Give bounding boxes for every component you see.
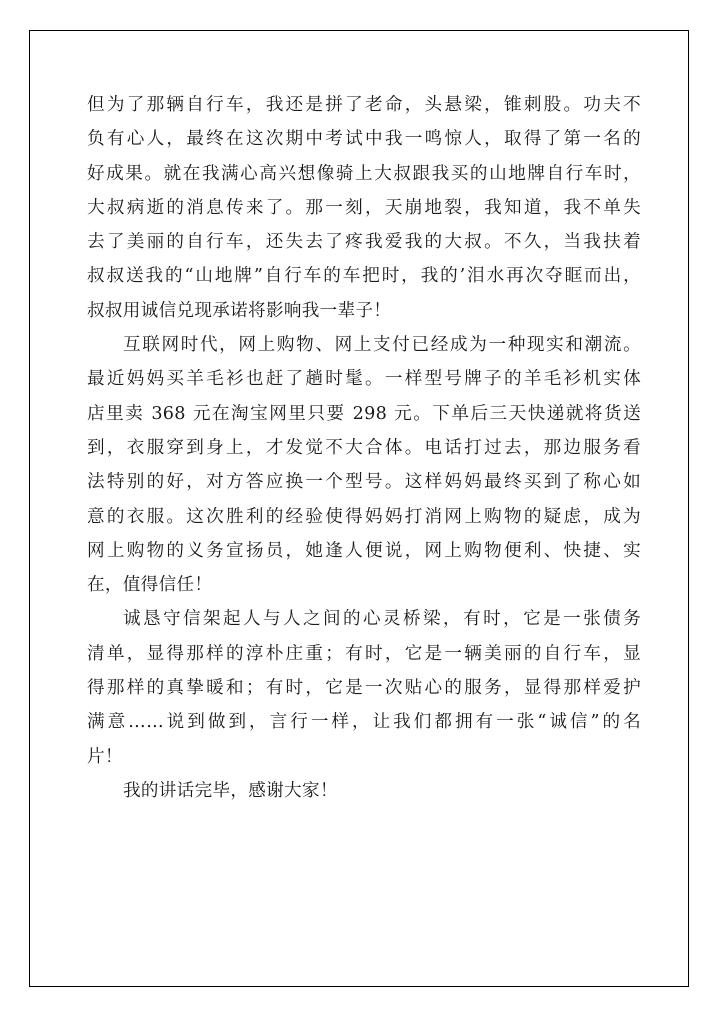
paragraph-2-line-7: 网上购物的义务宣扬员，她逢人便说，网上购物便利、快捷、实 <box>87 540 641 561</box>
paragraph-2-line-3: 店里卖 368 元在淘宝网里只要 298 元。下单后三天快递就将货送 <box>87 403 641 424</box>
paragraph-2-line-2: 最近妈妈买羊毛衫也赶了趟时髦。一样型号牌子的羊毛衫机实体 <box>87 369 641 390</box>
paragraph-3-line-5: 片！ <box>87 746 123 767</box>
paragraph-2-line-8: 在，值得信任！ <box>87 575 213 596</box>
paragraph-3-line-1: 诚恳守信架起人与人之间的心灵桥梁，有时，它是一张债务 <box>123 609 641 630</box>
paragraph-3-line-4: 满意……说到做到，言行一样，让我们都拥有一张“诚信”的名 <box>87 712 641 733</box>
paragraph-2-line-5: 法特别的好，对方答应换一个型号。这样妈妈最终买到了称心如 <box>87 472 641 493</box>
paragraph-1-line-4: 大叔病逝的消息传来了。那一刻，天崩地裂，我知道，我不单失 <box>87 197 641 218</box>
paragraph-1-line-7: 叔叔用诚信兑现承诺将影响我一辈子！ <box>87 300 392 321</box>
paragraph-2-line-4: 到，衣服穿到身上，才发觉不大合体。电话打过去，那边服务看 <box>87 437 641 458</box>
paragraph-1-line-3: 好成果。就在我满心高兴想像骑上大叔跟我买的山地牌自行车时， <box>87 163 641 184</box>
document-body <box>87 88 641 808</box>
paragraph-2-line-1: 互联网时代，网上购物、网上支付已经成为一种现实和潮流。 <box>123 335 641 356</box>
paragraph-1-line-5: 去了美丽的自行车，还失去了疼我爱我的大叔。不久，当我扶着 <box>87 232 641 253</box>
paragraph-1-line-2: 负有心人，最终在这次期中考试中我一鸣惊人，取得了第一名的 <box>87 129 641 150</box>
paragraph-1-line-6: 叔叔送我的“山地牌”自行车的车把时，我的’泪水再次夺眶而出， <box>87 266 641 287</box>
paragraph-3-line-2: 清单，显得那样的淳朴庄重；有时，它是一辆美丽的自行车，显 <box>87 643 641 664</box>
paragraph-3-line-3: 得那样的真挚暖和；有时，它是一次贴心的服务，显得那样爱护 <box>87 678 641 699</box>
paragraph-1-line-1: 但为了那辆自行车，我还是拼了老命，头悬梁，锥刺股。功夫不 <box>87 95 641 115</box>
paragraph-4-line-1: 我的讲话完毕，感谢大家！ <box>123 780 338 801</box>
paragraph-2-line-6: 意的衣服。这次胜利的经验使得妈妈打消网上购物的疑虑，成为 <box>87 506 641 527</box>
